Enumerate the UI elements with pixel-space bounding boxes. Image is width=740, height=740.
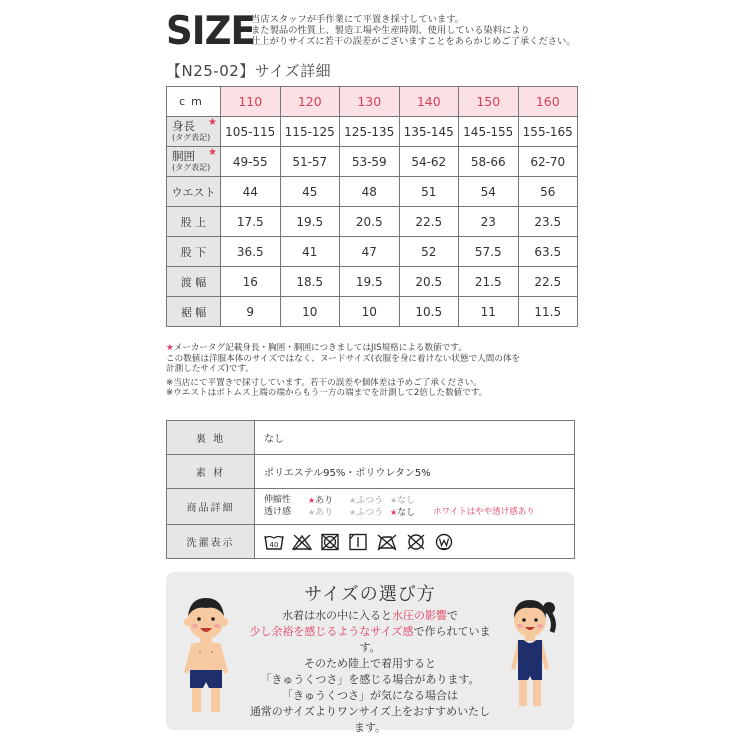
table-cell: 19.5 (340, 267, 400, 297)
table-cell: 10 (280, 297, 340, 327)
detail-value (255, 489, 575, 525)
table-cell: 54 (459, 177, 519, 207)
sheer-label: 透け感 (264, 506, 292, 517)
row-label-inseam: 股 下 (167, 237, 221, 267)
guide-title: サイズの選び方 (304, 584, 436, 605)
table-cell: 51-57 (280, 147, 340, 177)
jis-note-text: メーカータグ記載身長・胸囲・胴囲につきましてはJIS規格による数値です。 この数値は洋服本体のサイズではなく、ヌードサイズ(衣服を身に着けない状態で人間の体を 計測したサイズ)です。 (166, 343, 521, 374)
stretch-yes: ★ あり (308, 495, 349, 507)
table-row (167, 267, 578, 297)
table-cell: 49-55 (221, 147, 281, 177)
star-icon: ★ (208, 117, 217, 128)
table-cell: 56 (518, 177, 578, 207)
no-iron-icon (376, 533, 398, 551)
stretch-normal: ★ ふつう (349, 495, 390, 507)
sheer-note: ホワイトはやや透け感あり (433, 506, 535, 517)
wash-label: 洗濯表示 (167, 525, 255, 559)
lining-row (167, 421, 575, 455)
row-label-text: 身長 (172, 118, 195, 133)
size-table (166, 86, 578, 327)
wash-temp-label: 40 (269, 540, 279, 549)
table-row (167, 237, 578, 267)
guide-line: 「きゅうくつさ」を感じる場合があります。 (260, 673, 480, 686)
jis-note (166, 343, 586, 375)
table-cell: 17.5 (221, 207, 281, 237)
size-guide-panel (166, 572, 574, 734)
detail-row (167, 489, 575, 525)
row-label-sub: (タグ表記) (172, 162, 211, 172)
header (166, 9, 586, 54)
table-cell: 10 (340, 297, 400, 327)
table-cell: 23 (459, 207, 519, 237)
size-110: 110 (221, 87, 281, 117)
guide-line (248, 624, 492, 656)
line-dry-shade-icon (348, 533, 368, 551)
table-cell: 44 (221, 177, 281, 207)
table-cell: 145-155 (459, 117, 519, 147)
size-140: 140 (399, 87, 459, 117)
wet-clean-icon (434, 533, 454, 551)
guide-text: で (447, 609, 458, 622)
table-row (167, 147, 578, 177)
table-cell: 22.5 (399, 207, 459, 237)
table-cell: 52 (399, 237, 459, 267)
table-cell: 63.5 (518, 237, 578, 267)
table-cell: 57.5 (459, 237, 519, 267)
row-label-sub: (タグ表記) (172, 132, 211, 142)
table-cell: 155-165 (518, 117, 578, 147)
table-cell: 21.5 (459, 267, 519, 297)
table-cell: 18.5 (280, 267, 340, 297)
wash-40-icon (264, 533, 284, 551)
stretch-label: 伸縮性 (264, 494, 292, 505)
sheer-no: ★ なし (390, 507, 431, 519)
table-cell: 22.5 (518, 267, 578, 297)
spec-title: 【N25-02】サイズ詳細 (166, 62, 332, 80)
table-cell: 58-66 (459, 147, 519, 177)
product-info-table (166, 420, 575, 559)
size-notes (166, 343, 586, 399)
size-logo: SIZE (166, 9, 255, 54)
guide-line: 「きゅうくつさ」が気になる場合は (282, 689, 458, 702)
table-row (167, 297, 578, 327)
detail-label: 商品詳細 (167, 489, 255, 525)
row-label-rise: 股 上 (167, 207, 221, 237)
table-cell: 105-115 (221, 117, 281, 147)
sheer-yes: ★ あり (308, 507, 349, 519)
table-cell: 53-59 (340, 147, 400, 177)
table-cell: 62-70 (518, 147, 578, 177)
guide-line: 通常のサイズよりワンサイズ上をおすすめいたします。 (249, 705, 491, 734)
table-cell: 41 (280, 237, 340, 267)
row-label-text: 胴囲 (172, 148, 195, 163)
table-cell: 45 (280, 177, 340, 207)
row-label-waist: ウエスト (167, 177, 221, 207)
table-cell: 20.5 (399, 267, 459, 297)
guide-highlight: 水圧の影響 (392, 609, 447, 622)
guide-line: そのため陸上で着用すると (304, 657, 436, 670)
size-header-row (167, 87, 578, 117)
stretch-no: ★ なし (390, 495, 431, 507)
guide-line (248, 608, 492, 624)
table-row (167, 117, 578, 147)
wash-icons (255, 525, 575, 559)
size-120: 120 (280, 87, 340, 117)
waist-note: ※ウエストはボトムス上端の端からもう一方の端までを計測して2倍した数値です。 (166, 388, 488, 398)
guide-highlight: 少し余裕を感じるようなサイズ感 (249, 625, 414, 638)
table-cell: 115-125 (280, 117, 340, 147)
no-tumble-dry-icon (320, 533, 340, 551)
material-label: 素 材 (167, 455, 255, 489)
star-icon: ★ (166, 343, 174, 353)
size-160: 160 (518, 87, 578, 117)
sheer-normal: ★ ふつう (349, 507, 390, 519)
girl-swimmer-illustration (502, 592, 558, 712)
table-cell: 125-135 (340, 117, 400, 147)
table-cell: 47 (340, 237, 400, 267)
table-cell: 20.5 (340, 207, 400, 237)
table-cell: 10.5 (399, 297, 459, 327)
table-cell: 36.5 (221, 237, 281, 267)
unit-label: cm (167, 87, 221, 117)
table-cell: 9 (221, 297, 281, 327)
table-row (167, 177, 578, 207)
table-cell: 11 (459, 297, 519, 327)
boy-swimmer-illustration (178, 590, 234, 720)
table-cell: 11.5 (518, 297, 578, 327)
guide-text: 水着は水の中に入ると (282, 609, 392, 622)
guide-text: で作られています。 (359, 625, 491, 654)
material-row (167, 455, 575, 489)
table-cell: 54-62 (399, 147, 459, 177)
row-label-height (167, 117, 221, 147)
lining-value: なし (255, 421, 575, 455)
table-cell: 51 (399, 177, 459, 207)
table-cell: 16 (221, 267, 281, 297)
table-cell: 135-145 (399, 117, 459, 147)
row-label-thigh: 渡 幅 (167, 267, 221, 297)
size-130: 130 (340, 87, 400, 117)
table-row (167, 207, 578, 237)
row-label-girth (167, 147, 221, 177)
no-dry-clean-icon (406, 533, 426, 551)
size-150: 150 (459, 87, 519, 117)
flat-measure-note: ※当店にて平置きで採寸しています。若干の誤差や個体差は予めご了承ください。 (166, 377, 482, 388)
sheer-row (264, 507, 574, 519)
lining-label: 裏 地 (167, 421, 255, 455)
material-value: ポリエステル95%・ポリウレタン5% (255, 455, 575, 489)
measurement-disclaimer: 当店スタッフが手作業にて平置き採寸しています。 また製品の性質上、製造工場や生産時期、使用している染料により 仕上がりサイズに若干の誤差がございますことをあらかじめご了承ください。 (251, 14, 576, 47)
wash-row (167, 525, 575, 559)
table-cell: 23.5 (518, 207, 578, 237)
stretch-row (264, 495, 574, 507)
star-icon: ★ (208, 147, 217, 158)
table-cell: 19.5 (280, 207, 340, 237)
row-label-hem: 裾 幅 (167, 297, 221, 327)
table-cell: 48 (340, 177, 400, 207)
no-bleach-icon (292, 533, 312, 551)
